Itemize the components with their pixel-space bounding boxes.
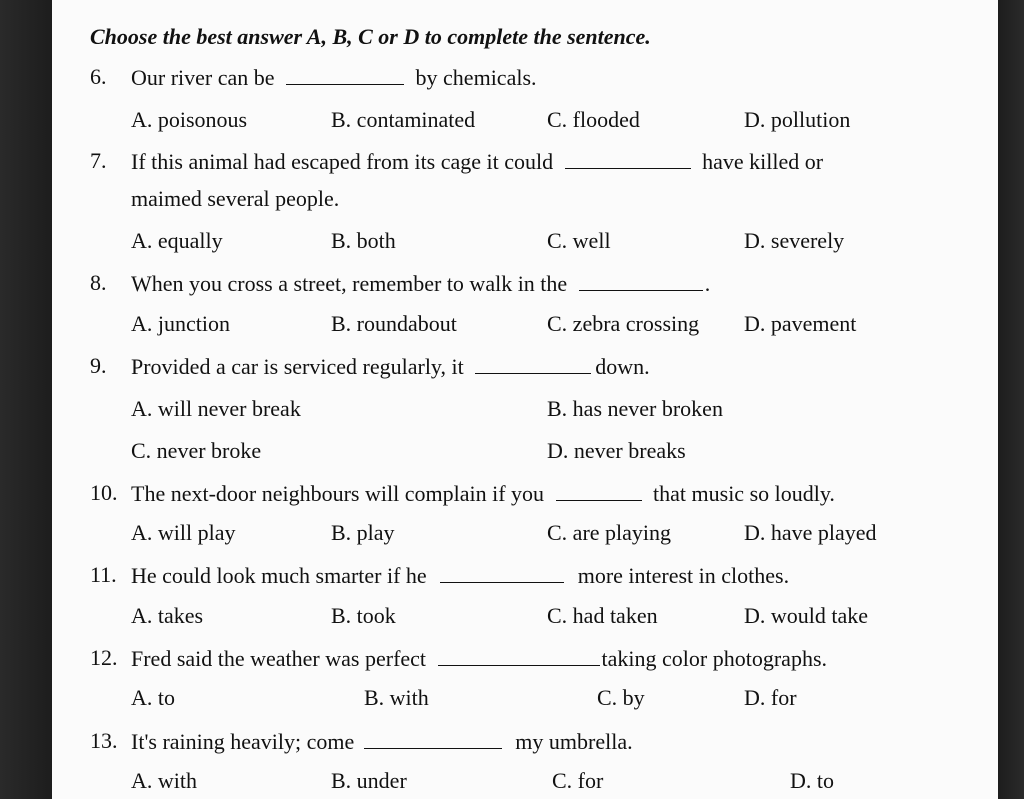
question-number: 8. [90,270,107,295]
question-number: 11. [90,562,117,587]
answer-blank [556,482,642,501]
option-a: A. will play [131,520,236,545]
question-12-text [131,647,827,670]
answer-blank [364,730,502,749]
option-c: C. by [597,685,645,710]
option-c: C. flooded [547,107,640,132]
photo-dark-edge-left [0,0,52,799]
answer-blank [565,150,691,169]
photo-dark-edge-right [998,0,1024,799]
question-number: 9. [90,353,107,378]
option-a: A. to [131,685,175,710]
answer-blank [438,647,600,666]
question-13-text [131,730,633,753]
question-text-after: by chemicals. [415,65,537,90]
option-d: D. pavement [744,311,857,336]
question-8-text [131,272,710,295]
option-d: D. would take [744,603,869,628]
option-d: D. severely [744,228,845,253]
question-text-before: It's raining heavily; come [131,729,355,754]
question-number: 12. [90,645,118,670]
question-text-before: Fred said the weather was perfect [131,646,427,671]
question-number: 7. [90,148,107,173]
question-text-before: Our river can be [131,65,275,90]
option-b: B. took [331,603,396,628]
option-c: C. well [547,228,611,253]
question-text-after: have killed or [702,149,824,174]
option-c: C. are playing [547,520,672,545]
question-text-after: taking color photographs. [601,646,828,671]
question-text-after: that music so loudly. [653,481,835,506]
option-c: C. never broke [131,438,262,463]
question-text-after: more interest in clothes. [577,563,790,588]
option-b: B. has never broken [547,396,723,421]
option-d: D. never breaks [547,438,686,463]
question-7-text [131,150,823,173]
option-a: A. junction [131,311,230,336]
question-6-text [131,66,537,89]
question-number: 6. [90,64,107,89]
option-b: B. with [364,685,429,710]
option-b: B. under [331,768,407,793]
question-text-after: down. [595,354,650,379]
option-a: A. poisonous [131,107,248,132]
option-b: B. play [331,520,395,545]
question-text-before: If this animal had escaped from its cage it could [131,149,554,174]
answer-blank [286,66,404,85]
option-a: A. takes [131,603,204,628]
option-a: A. with [131,768,197,793]
answer-blank [440,564,564,583]
question-10-text [131,482,835,505]
option-a: A. equally [131,228,223,253]
option-c: C. for [552,768,604,793]
answer-blank [579,272,703,291]
question-number: 13. [90,728,118,753]
answer-blank [475,355,591,374]
question-text-before: When you cross a street, remember to walk in the [131,271,568,296]
question-text-before: The next-door neighbours will complain if you [131,481,545,506]
option-b: B. both [331,228,396,253]
question-text-before: Provided a car is serviced regularly, it [131,354,464,379]
question-9-text [131,355,650,378]
option-c: C. had taken [547,603,658,628]
instruction-heading: Choose the best answer A, B, C or D to complete the sentence. [90,24,651,49]
option-d: D. have played [744,520,877,545]
option-b: B. contaminated [331,107,476,132]
question-7-continuation: maimed several people. [131,186,340,211]
option-d: D. pollution [744,107,851,132]
question-11-text [131,564,789,587]
question-number: 10. [90,480,118,505]
option-a: A. will never break [131,396,301,421]
option-b: B. roundabout [331,311,457,336]
option-c: C. zebra crossing [547,311,700,336]
question-text-after: . [704,271,711,296]
option-d: D. to [790,768,834,793]
question-text-after: my umbrella. [515,729,633,754]
option-d: D. for [744,685,797,710]
question-text-before: He could look much smarter if he [131,563,427,588]
